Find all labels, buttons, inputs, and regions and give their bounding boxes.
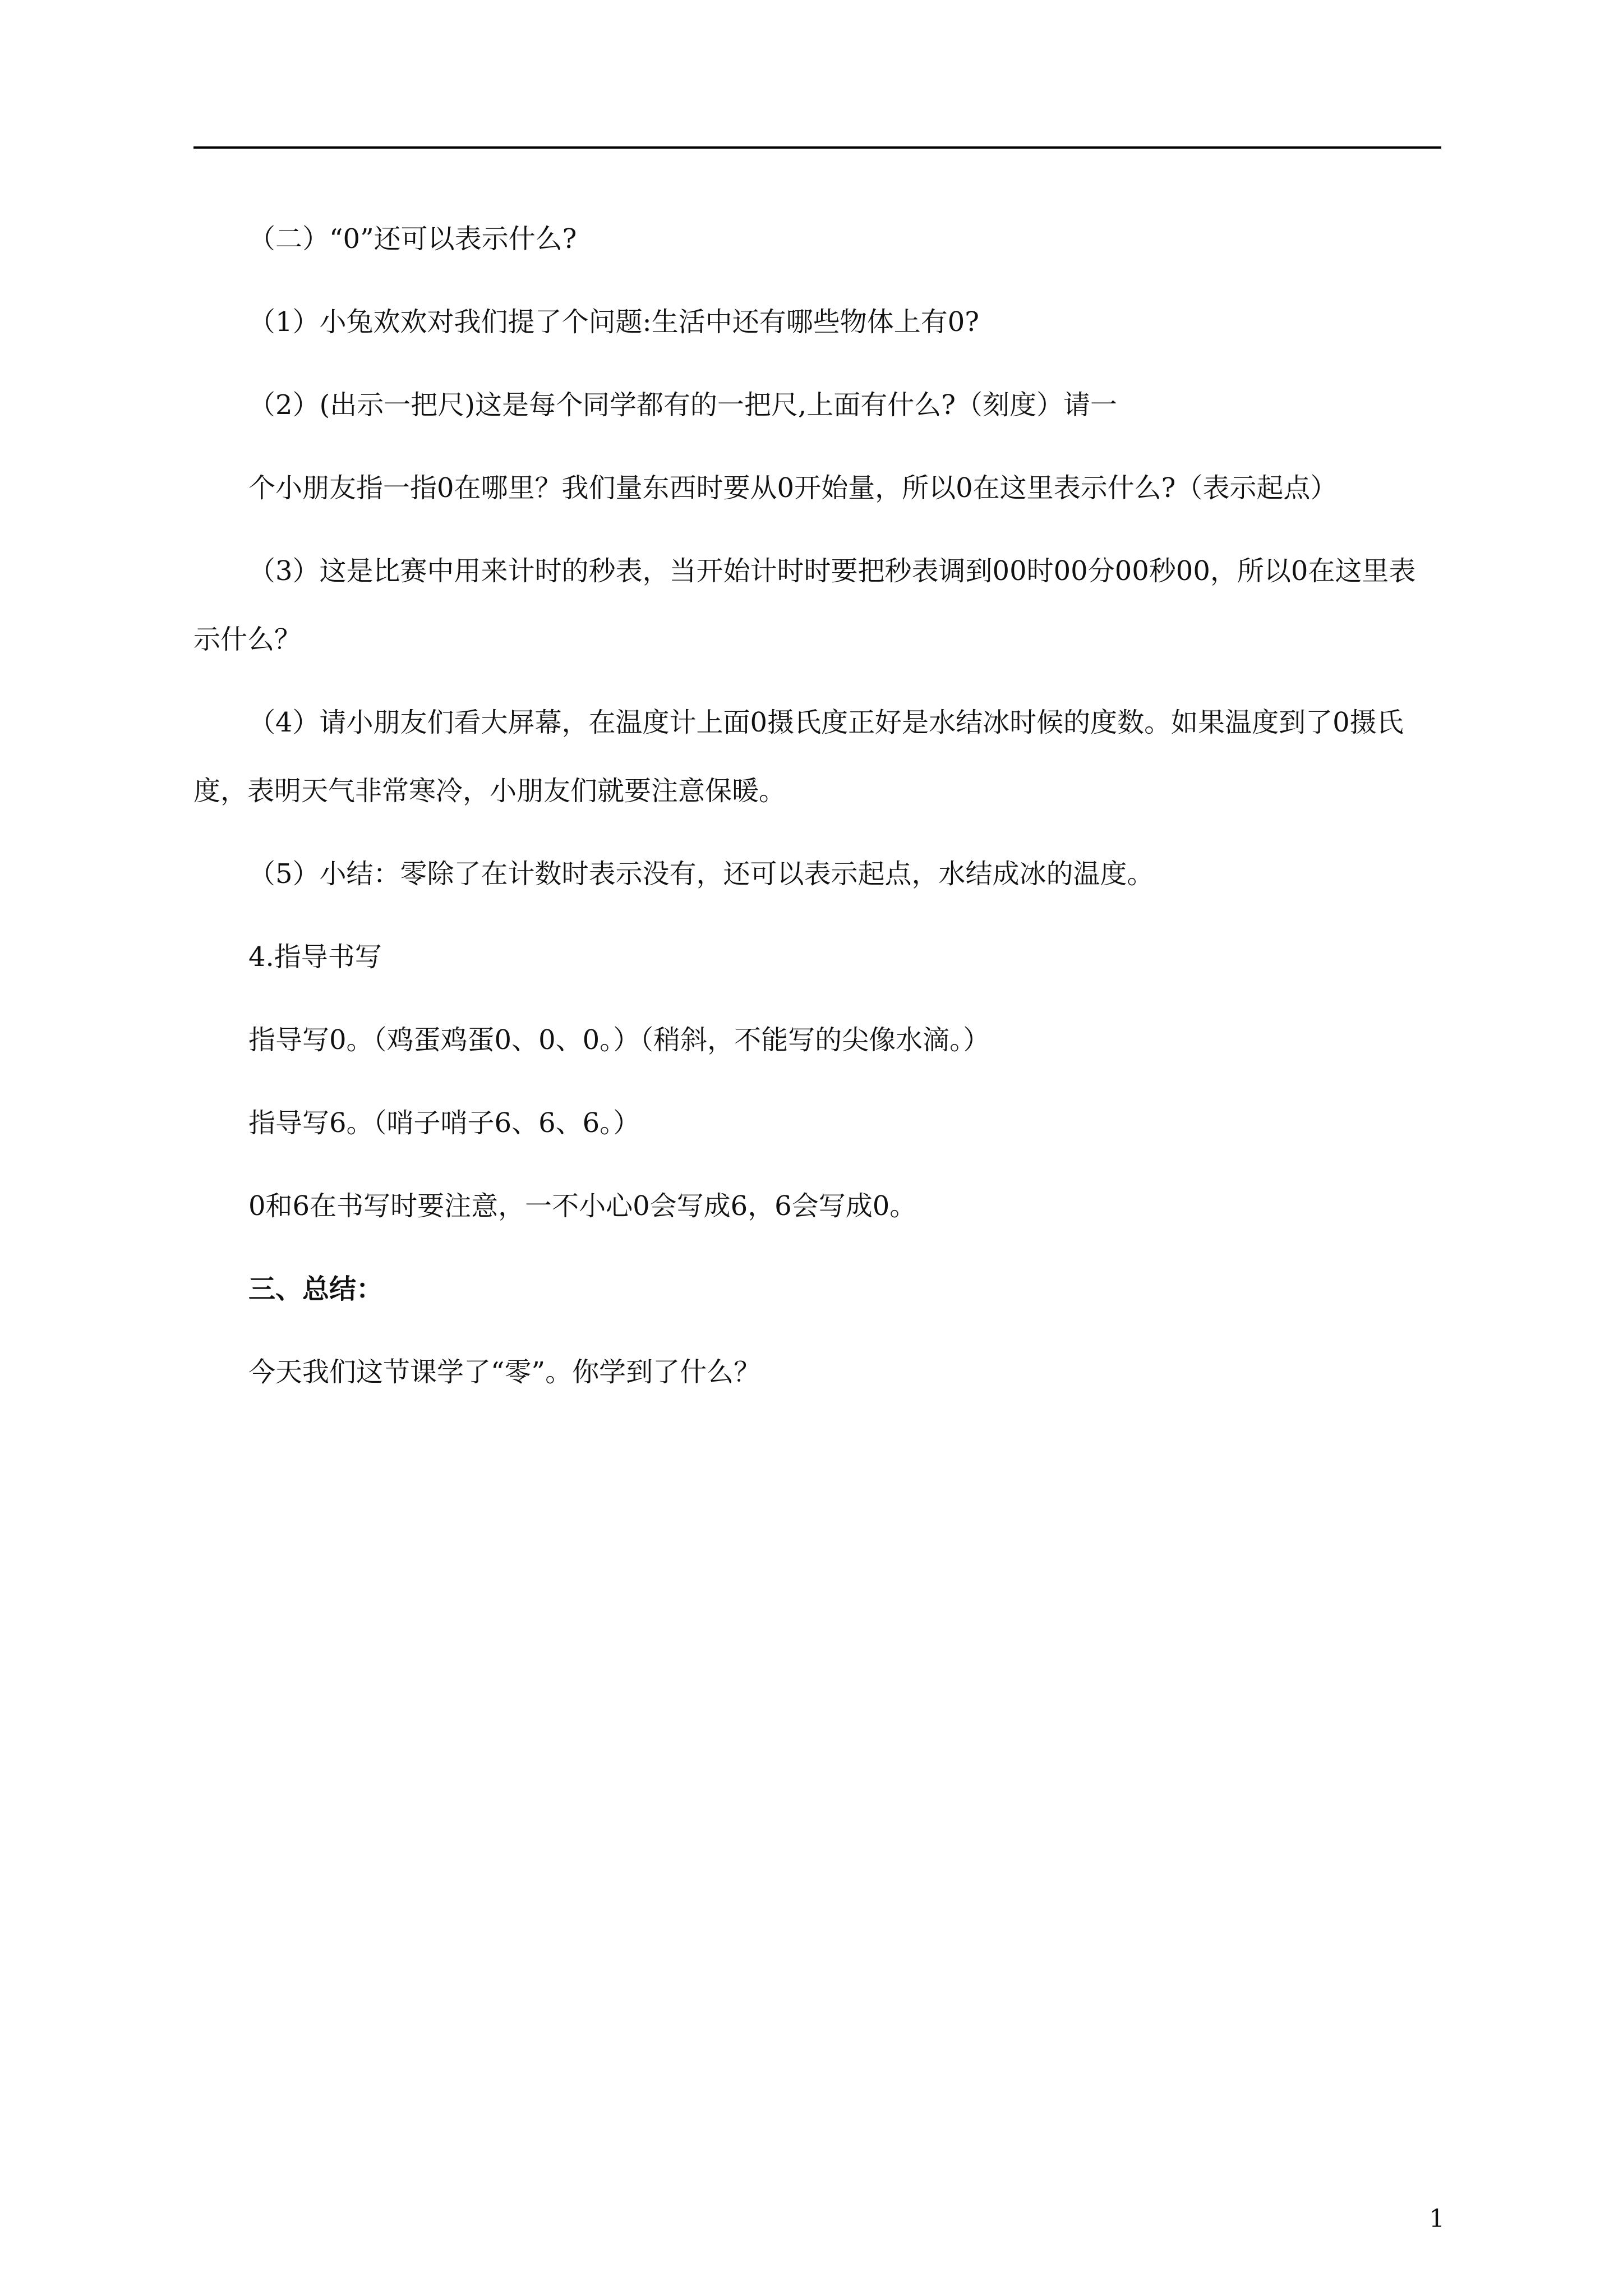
- paragraph-writing-caution: 0和6在书写时要注意，一不小心0会写成6，6会写成0。: [248, 1190, 917, 1222]
- paragraph-item-5-summary: （5）小结：零除了在计数时表示没有，还可以表示起点，水结成冰的温度。: [248, 858, 1154, 890]
- paragraph-item-4: （4）请小朋友们看大屏幕，在温度计上面0摄氏度正好是水结冰时候的度数。如果温度到了0摄氏度，表明天气非常寒冷，小朋友们就要注意保暖。: [193, 707, 1404, 807]
- paragraph-item-1: （1）小兔欢欢对我们提了个问题:生活中还有哪些物体上有0?: [248, 306, 979, 338]
- header-rule: [193, 146, 1441, 149]
- document-body: [193, 205, 1441, 1406]
- section-heading-writing-guidance: 4.指导书写: [248, 941, 382, 973]
- page-number: 1: [1429, 2205, 1445, 2233]
- paragraph-item-2-continued: 个小朋友指一指0在哪里？我们量东西时要从0开始量，所以0在这里表示什么?（表示起点）: [248, 472, 1338, 504]
- section-heading-summary: 三、总结：: [248, 1273, 384, 1305]
- section-heading-zero-meaning: （二）“0”还可以表示什么?: [248, 223, 577, 255]
- paragraph-summary-question: 今天我们这节课学了“零”。你学到了什么？: [248, 1356, 761, 1388]
- paragraph-item-2: （2）(出示一把尺)这是每个同学都有的一把尺,上面有什么?（刻度）请一: [248, 389, 1117, 421]
- paragraph-writing-six: 指导写6。（哨子哨子6、6、6。）: [248, 1107, 640, 1139]
- paragraph-writing-zero: 指导写0。（鸡蛋鸡蛋0、0、0。）（稍斜，不能写的尖像水滴。）: [248, 1024, 990, 1056]
- paragraph-item-3: （3）这是比赛中用来计时的秒表，当开始计时时要把秒表调到00时00分00秒00，所以0在这里表示什么？: [193, 555, 1416, 655]
